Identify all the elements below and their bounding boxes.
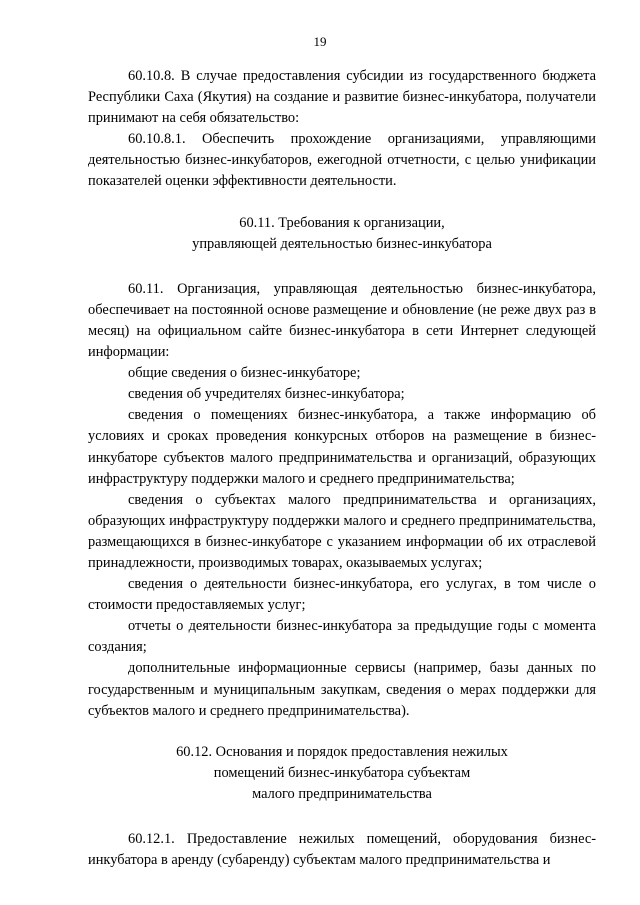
list-item: общие сведения о бизнес-инкубаторе; <box>128 365 361 382</box>
heading-line: управляющей деятельностью бизнес-инкубатора <box>192 235 492 252</box>
heading-line: 60.11. Требования к организации, <box>239 214 445 231</box>
heading-line: помещений бизнес-инкубатора субъектам <box>213 764 471 781</box>
list-item: сведения об учредителях бизнес-инкубатора; <box>128 386 405 403</box>
list-item: сведения о деятельности бизнес-инкубатора, его услугах, в том числе о стоимости предоставляемых услуг; <box>88 576 596 614</box>
list-item: отчеты о деятельности бизнес-инкубатора за предыдущие годы с момента создания; <box>88 618 596 656</box>
section-heading-60-11 <box>88 213 596 255</box>
paragraph-60-11: 60.11. Организация, управляющая деятельностью бизнес-инкубатора, обеспечивает на постоянной основе размещение и обновление (не реже двух раз в месяц) на официальном сайте бизнес-инкубатора в сети Интернет следующей информации: <box>88 280 596 361</box>
list-item: сведения о субъектах малого предпринимательства и организациях, образующих инфраструктуру поддержки малого и среднего предпринимательства, размещающихся в бизнес-инкубаторе с указанием информации об их отраслевой принадлежности, производимых товарах, оказываемых услугах; <box>88 491 596 571</box>
section-heading-60-12 <box>88 742 596 805</box>
paragraph-60-12-1: 60.12.1. Предоставление нежилых помещений, оборудования бизнес-инкубатора в аренду (субаренду) субъектам малого предпринимательства и <box>88 831 596 869</box>
page-number: 19 <box>313 34 327 49</box>
heading-line: малого предпринимательства <box>252 785 432 802</box>
heading-line: 60.12. Основания и порядок предоставления нежилых <box>176 743 508 760</box>
paragraph-60-10-8-1: 60.10.8.1. Обеспечить прохождение организациями, управляющими деятельностью бизнес-инкубаторов, ежегодной отчетности, с целью унификации показателей оценки эффективности деятельности. <box>88 131 596 190</box>
document-body <box>88 66 596 871</box>
list-item: дополнительные информационные сервисы (например, базы данных по государственным и муниципальным закупкам, сведения о мерах поддержки для субъектов малого и среднего предпринимательства). <box>88 660 596 719</box>
list-item: сведения о помещениях бизнес-инкубатора, а также информацию об условиях и сроках проведения конкурсных отборов на размещение в бизнес-инкубаторе субъектов малого предпринимательства и организаций, образующих инфраструктуру поддержки малого и среднего предпринимательства; <box>88 407 596 487</box>
paragraph-60-10-8: 60.10.8. В случае предоставления субсидии из государственного бюджета Республики Саха (Якутия) на создание и развитие бизнес-инкубатора, получатели принимают на себя обязательство: <box>88 68 596 127</box>
